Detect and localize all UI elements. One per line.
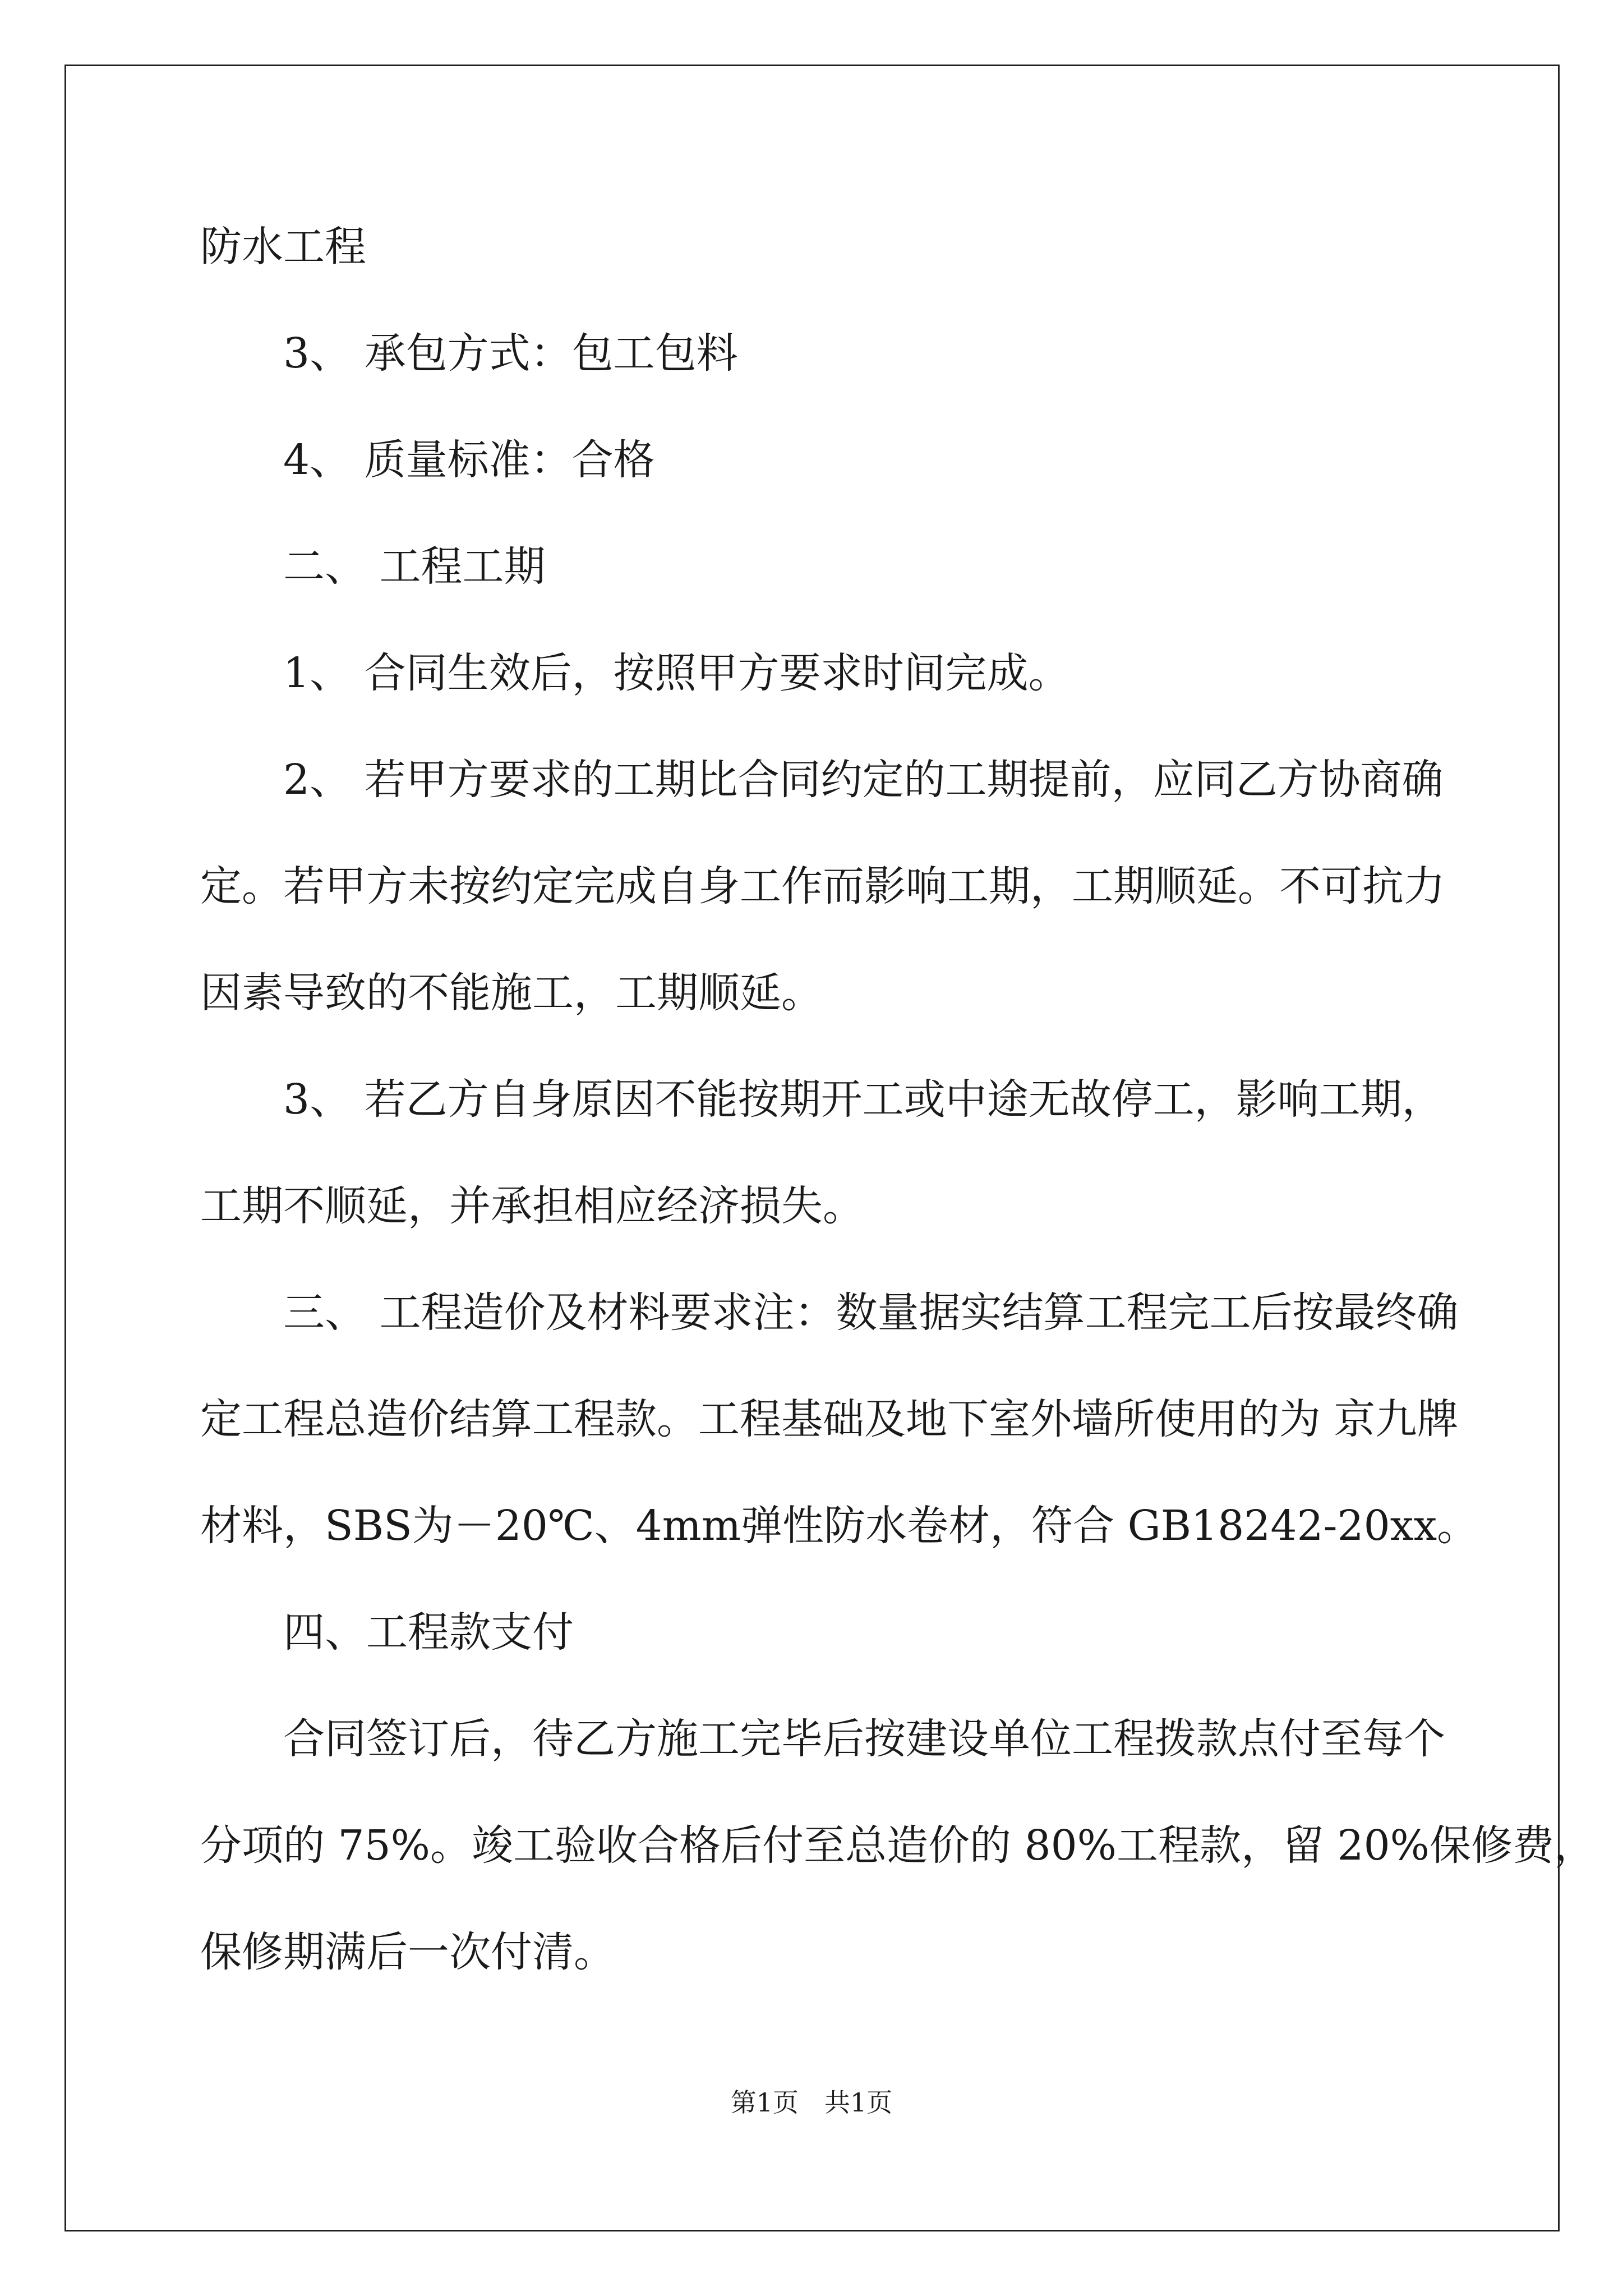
text-line: 工期不顺延，并承担相应经济损失。	[200, 1182, 864, 1230]
section-heading: 二、 工程工期	[283, 542, 546, 591]
text-line: 保修期满后一次付清。	[200, 1928, 615, 1976]
text-line: 3、 若乙方自身原因不能按期开工或中途无故停工，影响工期，	[283, 1075, 1444, 1124]
page-number: 第1页 共1页	[730, 2087, 893, 2118]
page-border	[64, 65, 1560, 2231]
text-line: 因素导致的不能施工，工期顺延。	[200, 969, 823, 1017]
text-line: 4、 质量标准：合格	[283, 436, 655, 484]
text-line: 防水工程	[200, 223, 366, 271]
text-line: 定工程总造价结算工程款。工程基础及地下室外墙所使用的为 京九牌	[200, 1395, 1459, 1443]
text-line: 分项的 75%。竣工验收合格后付至总造价的 80%工程款，留 20%保修费，	[200, 1821, 1596, 1870]
section-heading: 三、 工程造价及材料要求注：数量据实结算工程完工后按最终确	[283, 1289, 1459, 1337]
text-line: 3、 承包方式：包工包料	[283, 329, 738, 378]
text-line: 1、 合同生效后，按照甲方要求时间完成。	[283, 649, 1070, 697]
text-line: 合同签订后，待乙方施工完毕后按建设单位工程拨款点付至每个	[283, 1715, 1445, 1763]
section-heading: 四、工程款支付	[283, 1608, 574, 1657]
text-line: 2、 若甲方要求的工期比合同约定的工期提前，应同乙方协商确	[283, 756, 1444, 804]
text-line: 材料，SBS为－20℃、4mm弹性防水卷材，符合 GB18242-20xx。	[200, 1502, 1479, 1550]
text-line: 定。若甲方未按约定完成自身工作而影响工期，工期顺延。不可抗力	[200, 862, 1445, 910]
